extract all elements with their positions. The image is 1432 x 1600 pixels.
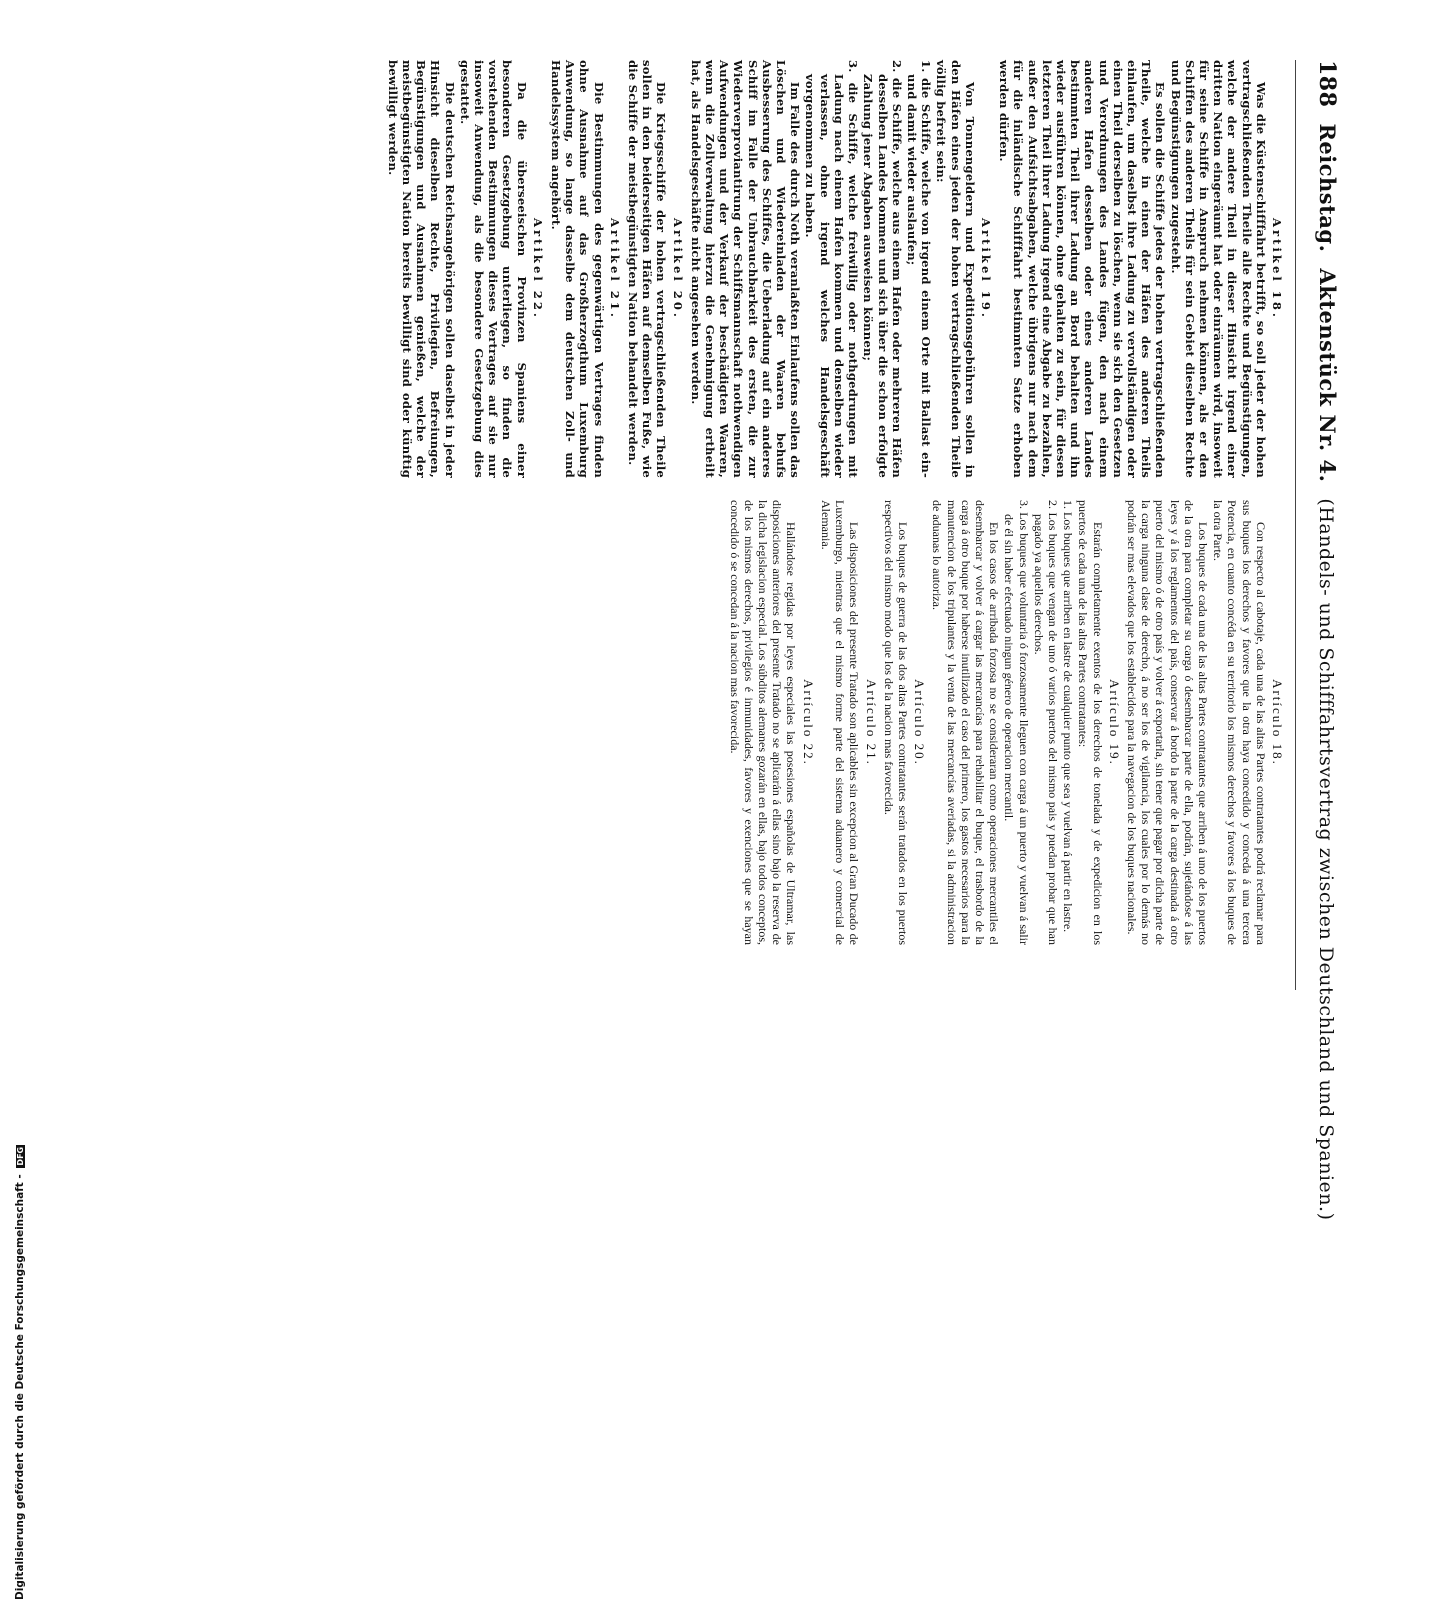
page-number: 188 [1314, 60, 1340, 108]
header-subtitle: (Handels- und Schifffahrtsvertrag zwischen Deutschland und Spanien.) [1315, 498, 1337, 1221]
paragraph: Die deutschen Reichsangehörigen sollen daselbst in jeder Hinsicht dieselben Rechte, Privilegien, Befreiungen, Begünstigungen und Ausnahmen genießen, welche der meistbegünstigten Nation bereits bewilligt sind oder künftig bewilligt werden. [385, 60, 457, 478]
article-heading: Artículo 22. [800, 679, 816, 766]
article-heading: Artículo 18. [1270, 679, 1285, 766]
header-rule [1295, 60, 1296, 990]
credit-text: Digitalisierung gefördert durch die Deutsche Forschungsgemeinschaft - [14, 1174, 26, 1600]
list-item: 3. die Schiffe, welche freiwillig oder nothgedrungen mit Ladung nach einem Hafen kommen und denselben wieder verlassen, ohne irgend welches Handelsgeschäft vorgenommen zu haben. [803, 60, 861, 478]
dfg-logo: DFG [15, 1146, 25, 1166]
list-item: 2. Los buques que vengan de uno ó varios puertos del mismo pais y puedan probar que han pagado ya aquellos derechos. [1031, 500, 1060, 945]
list-item: 3. Los buques que voluntaria ó forzosamente lleguen con carga á un puerto y vuelvan á salir de él sin haber efectuado ningun género de operacion mercantil. [1002, 500, 1031, 945]
article-heading: Artikel 22. [530, 218, 545, 320]
article-heading: Artikel 21. [607, 218, 622, 320]
paragraph: Im Falle des durch Noth veranlaßten Einlaufens sollen das Löschen und Wiedereinladen der Waaren behufs Ausbesserung des Schiffes, die Ueberladung auf ein anderes Schiff im Falle der Unbrauchbarkeit des ersten, die zur Wiederverproviantirung der Schiffsmannschaft nothwendigen Aufwendungen und der Verkauf der beschädigten Waaren, wenn die Zollverwaltung hierzu die Genehmigung ertheilt hat, als Handelsgeschäfte nicht angesehen werden. [688, 60, 803, 478]
paragraph: Con respecto al cabotaje, cada una de las altas Partes contratantes podrá reclamar para sus buques los derechos y favores que la otra haya concedido y conceda á una tercera Potencia, en cuanto concéda en su territorio los mismos derechos y favores á los buques de la otra Parte. [1211, 500, 1268, 945]
paragraph: Estarán completamente exentos de los derechos de tonelada y de expedicion en los puertos de cada una de las altas Partes contratantes: [1076, 500, 1105, 945]
paragraph: Las disposiciones del presente Tratado son aplicables sin excepcion al Gran Ducado de Luxemburgo, mientras que el mismo forme parte del sistema aduanero y comercial de Alemania. [818, 500, 862, 945]
article-heading: Artículo 21. [863, 679, 879, 766]
paragraph: Die Bestimmungen des gegenwärtigen Vertrages finden ohne Ausnahme auf das Großherzogthum Luxemburg Anwendung, so lange dasselbe dem deutschen Zoll- und Handelssystem angehört. [549, 60, 606, 478]
list-item: 1. Los buques que arriben en lastre de cualquier punto que sea y vuelvan á partir en lastre. [1061, 500, 1076, 933]
paragraph: Von Tonnengeldern und Expeditionsgebühren sollen in den Häfen eines jeden der hohen vertragschließenden Theile völlig befreit sein: [934, 60, 977, 478]
article-heading: Artículo 20. [912, 679, 928, 766]
digitization-credit [14, 1146, 28, 1600]
paragraph: Da die überseeischen Provinzen Spaniens einer besonderen Gesetzgebung unterliegen, so finden die vorstehenden Bestimmungen dieses Vertrages auf sie nur insoweit Anwendung, als die besondere Gesetzgebung dies gestattet. [457, 60, 529, 478]
paragraph: Es sollen die Schiffe jedes der hohen vertragschließenden Theile, welche in einen der Häfen des anderen Theils einlaufen, um daselbst ihre Ladung zu vervollständigen oder einen Theil derselben zu löschen, wenn sie sich den Gesetzen und Verordnungen des Landes fügen, den nach einem anderen Hafen desselben oder eines anderen Landes bestimmten Theil ihrer Ladung an Bord behalten und ihn wieder ausführen können, ohne gehalten zu sein, für diesen letzteren Theil ihrer Ladung irgend eine Abgabe zu bezahlen, außer den Aufsichtsabgaben, welche übrigens nur nach dem für die inländische Schifffahrt bestimmten Satze erhoben werden dürfen. [997, 60, 1168, 478]
article-heading: Artikel 19. [978, 218, 993, 320]
header-doc: Aktenstück Nr. 4. [1315, 268, 1340, 483]
german-column [385, 60, 1288, 478]
article-heading: Artikel 18. [1270, 218, 1284, 320]
header-title: Reichstag. [1315, 123, 1340, 253]
paragraph: Hallándose regidas por leyes especiales las posesiones españolas de Ultramar, las disposiciones anteriores del presente Tratado no se aplicarán á ellas sino bajo la reserva de la dicha legislacion especial. Los súbditos alemanes gozarán en ellas, bajo todos conceptos, de los mismos derechos, privilegios é inmunidades, favores y exenciones que se hayan concedido ó se concedan á la nacion mas favorecida. [727, 500, 799, 945]
page-header [1300, 60, 1340, 1221]
paragraph: Los buques de cada una de las altas Partes contratantes que arriben á uno de los puertos de la otra para completar su carga ó desembarcar parte de ella, podrán, sujetándose á las leyes y á los reglamentos del país, conservar á bordo la parte de la carga destinada á otro puerto del mismo ó de otro país y volver á exportarla, sin tener que pagar por dicha parte de la carga ninguna clase de derecho, á no ser los de vigilancia, los cuales por lo demás no podrán ser mas elevados que los establecidos para la navegacion de los buques nacionales. [1124, 500, 1210, 945]
paragraph: En los casos de arribada forzosa no se consideraran como operaciones mercantiles el desembarcar y volver á cargar las mercancías para rehabilitar el buque, el trasbordo de la carga á otro buque por haberse inutilizado el caso del primero, los gastos necesarios para la manutencion de los tripulantes y la venta de las mercancías averiadas, si la administracion de aduanas lo autoriza. [930, 500, 1002, 945]
list-item: 2. die Schiffe, welche aus einem Hafen oder mehreren Häfen desselben Landes kommen und sich über die schon erfolgte Zahlung jener Abgaben ausweisen können; [861, 60, 904, 478]
paragraph: Los buques de guerra de las dos altas Partes contratantes serán tratados en los puertos respectivos del mismo modo que los de la nacion mas favorecida. [881, 500, 910, 945]
article-heading: Artículo 19. [1106, 679, 1122, 766]
paragraph: Was die Küstenschifffahrt betrifft, so soll jeder der hohen vertragschließenden Theile alle Rechte und Begünstigungen, welche der andere Theil in dieser Hinsicht irgend einer dritten Nation eingeräumt hat oder einräumen wird, insoweit für seine Schiffe in Anspruch nehmen können, als er den Schiffen des anderen Theils für sein Gebiet dieselben Rechte und Begünstigungen zugesteht. [1168, 60, 1268, 478]
article-heading: Artikel 20. [670, 218, 685, 320]
spanish-column [726, 500, 1288, 945]
list-item: 1. die Schiffe, welche von irgend einem Orte mit Ballast ein- und damit wieder auslaufen; [904, 60, 934, 478]
paragraph: Die Kriegsschiffe der hohen vertragschließenden Theile sollen in den beiderseitigen Häfen auf demselben Fuße, wie die Schiffe der meistbegünstigten Nation behandelt werden. [626, 60, 669, 478]
